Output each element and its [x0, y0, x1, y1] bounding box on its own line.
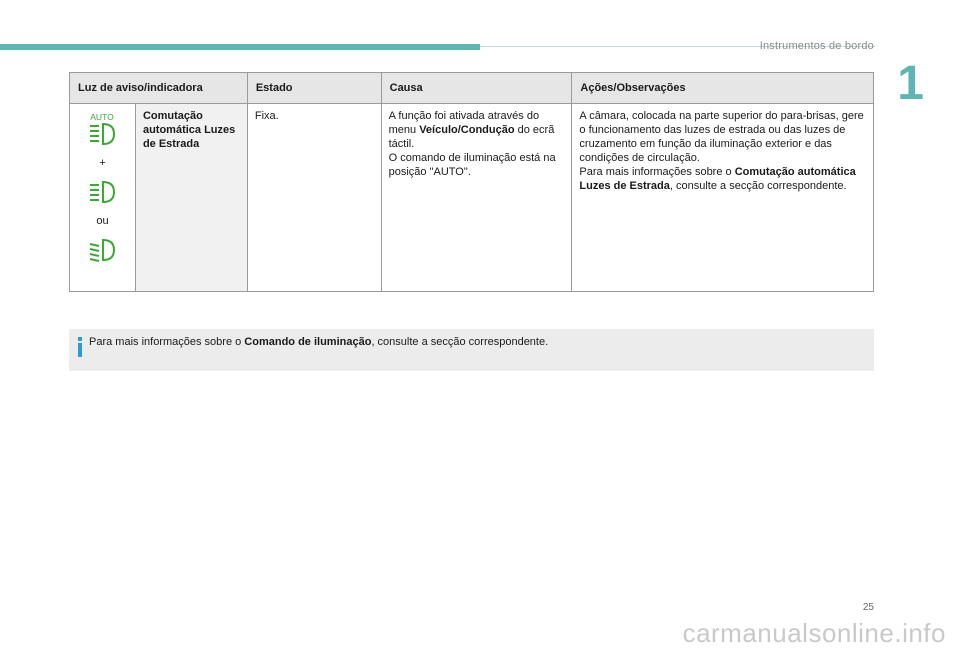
action-feature-name: Comutação automática Luzes de Estrada [579, 166, 856, 192]
low-beam-assist-icon [85, 238, 119, 262]
cause-menu-name: Veículo/Condução [419, 124, 515, 136]
high-beam-assist-icon [85, 180, 119, 204]
cause-cell [381, 104, 572, 292]
action-text-2: Para mais informações sobre o [579, 166, 735, 178]
column-header-lamp: Luz de aviso/indicadora [70, 73, 248, 104]
plus-separator: + [99, 157, 106, 169]
state-cell: Fixa. [247, 104, 381, 292]
info-bold-text: Comando de iluminação [244, 336, 372, 348]
or-separator: ou [96, 215, 109, 227]
column-header-cause: Causa [381, 73, 572, 104]
page-number: 25 [862, 602, 874, 613]
info-note [69, 329, 874, 371]
section-title: Instrumentos de bordo [759, 40, 874, 52]
info-text-2: , consulte a secção correspondente. [371, 336, 549, 348]
auto-label: AUTO [90, 112, 115, 122]
actions-cell [572, 104, 874, 292]
cause-text-2: do ecrã táctil. [388, 124, 555, 150]
column-header-actions: Ações/Observações [572, 73, 874, 104]
cause-text-1: A função foi ativada através do menu [388, 110, 540, 136]
action-text-1: A câmara, colocada na parte superior do para-brisas, gere o funcionamento das luzes de estrada ou das luzes de cruzamento em função da iluminação exterior e das condições de circulação. [579, 110, 864, 164]
info-text-1: Para mais informações sobre o [89, 336, 245, 348]
action-text-3: , consulte a secção correspondente. [669, 180, 847, 192]
watermark: carmanualsonline.info [682, 618, 946, 648]
header-rule [0, 44, 480, 50]
lamp-name-cell: Comutação automática Luzes de Estrada [135, 104, 247, 292]
auto-high-beam-icon [85, 112, 119, 146]
cause-text-3: O comando de iluminação está na posição "AUTO". [388, 152, 556, 178]
table-row [70, 104, 874, 292]
table-header-row [70, 73, 874, 104]
info-icon [77, 337, 83, 357]
chapter-number: 1 [897, 57, 924, 110]
column-header-state: Estado [247, 73, 381, 104]
warning-lamp-table [69, 72, 874, 292]
lamp-icons-cell [70, 104, 136, 292]
